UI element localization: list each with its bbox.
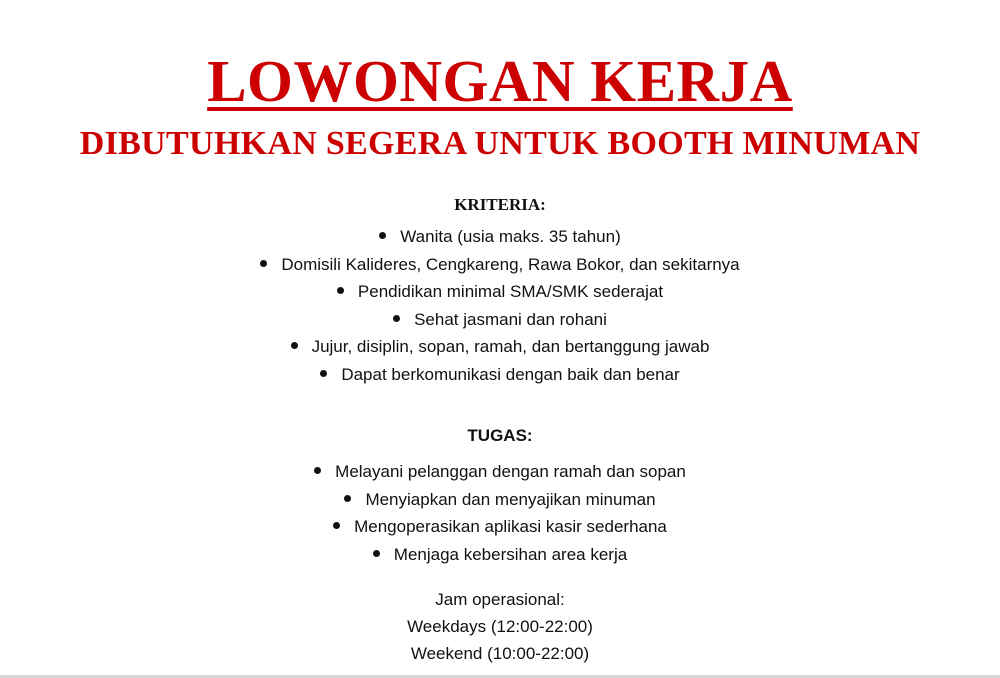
criteria-heading: KRITERIA: xyxy=(454,195,546,214)
list-item xyxy=(0,223,1000,251)
criteria-item-text: Sehat jasmani dan rohani xyxy=(414,309,607,329)
task-item-text: Menyiapkan dan menyajikan minuman xyxy=(365,489,656,509)
list-item xyxy=(0,486,1000,514)
list-item xyxy=(0,251,1000,279)
bullet-icon xyxy=(333,522,340,529)
task-item-text: Menjaga kebersihan area kerja xyxy=(393,544,628,564)
criteria-item-text: Jujur, disiplin, sopan, ramah, dan bertanggung jawab xyxy=(311,337,710,357)
list-item xyxy=(0,333,1000,361)
criteria-item-text: Pendidikan minimal SMA/SMK sederajat xyxy=(357,282,664,302)
page-subtitle: DIBUTUHKAN SEGERA UNTUK BOOTH MINUMAN xyxy=(79,125,921,162)
list-item xyxy=(0,458,1000,486)
bullet-icon xyxy=(291,342,298,349)
tasks-heading: TUGAS: xyxy=(467,426,533,445)
task-item-text: Mengoperasikan aplikasi kasir sederhana xyxy=(354,517,667,537)
tasks-list xyxy=(0,458,1000,568)
bullet-icon xyxy=(260,260,267,267)
list-item xyxy=(0,513,1000,541)
bullet-icon xyxy=(320,370,327,377)
list-item xyxy=(0,278,1000,306)
list-item xyxy=(0,541,1000,569)
list-item xyxy=(0,361,1000,389)
criteria-item-text: Dapat berkomunikasi dengan baik dan benar xyxy=(341,364,680,384)
list-item xyxy=(0,306,1000,334)
hours-weekend: Weekend (10:00-22:00) xyxy=(410,644,590,663)
page-title xyxy=(0,46,1000,116)
bullet-icon xyxy=(314,467,321,474)
bullet-icon xyxy=(337,287,344,294)
bullet-icon xyxy=(373,550,380,557)
task-item-text: Melayani pelanggan dengan ramah dan sopan xyxy=(335,462,686,481)
criteria-item-text: Domisili Kalideres, Cengkareng, Rawa Bokor, dan sekitarnya xyxy=(281,254,740,274)
criteria-item-text: Wanita (usia maks. 35 tahun) xyxy=(400,227,621,246)
bullet-icon xyxy=(379,232,386,239)
bullet-icon xyxy=(393,315,400,322)
hours-weekdays: Weekdays (12:00-22:00) xyxy=(407,617,593,636)
title-text: LOWONGAN KERJA xyxy=(207,48,793,114)
bullet-icon xyxy=(344,495,351,502)
hours-label: Jam operasional: xyxy=(435,590,565,609)
criteria-list xyxy=(0,223,1000,389)
